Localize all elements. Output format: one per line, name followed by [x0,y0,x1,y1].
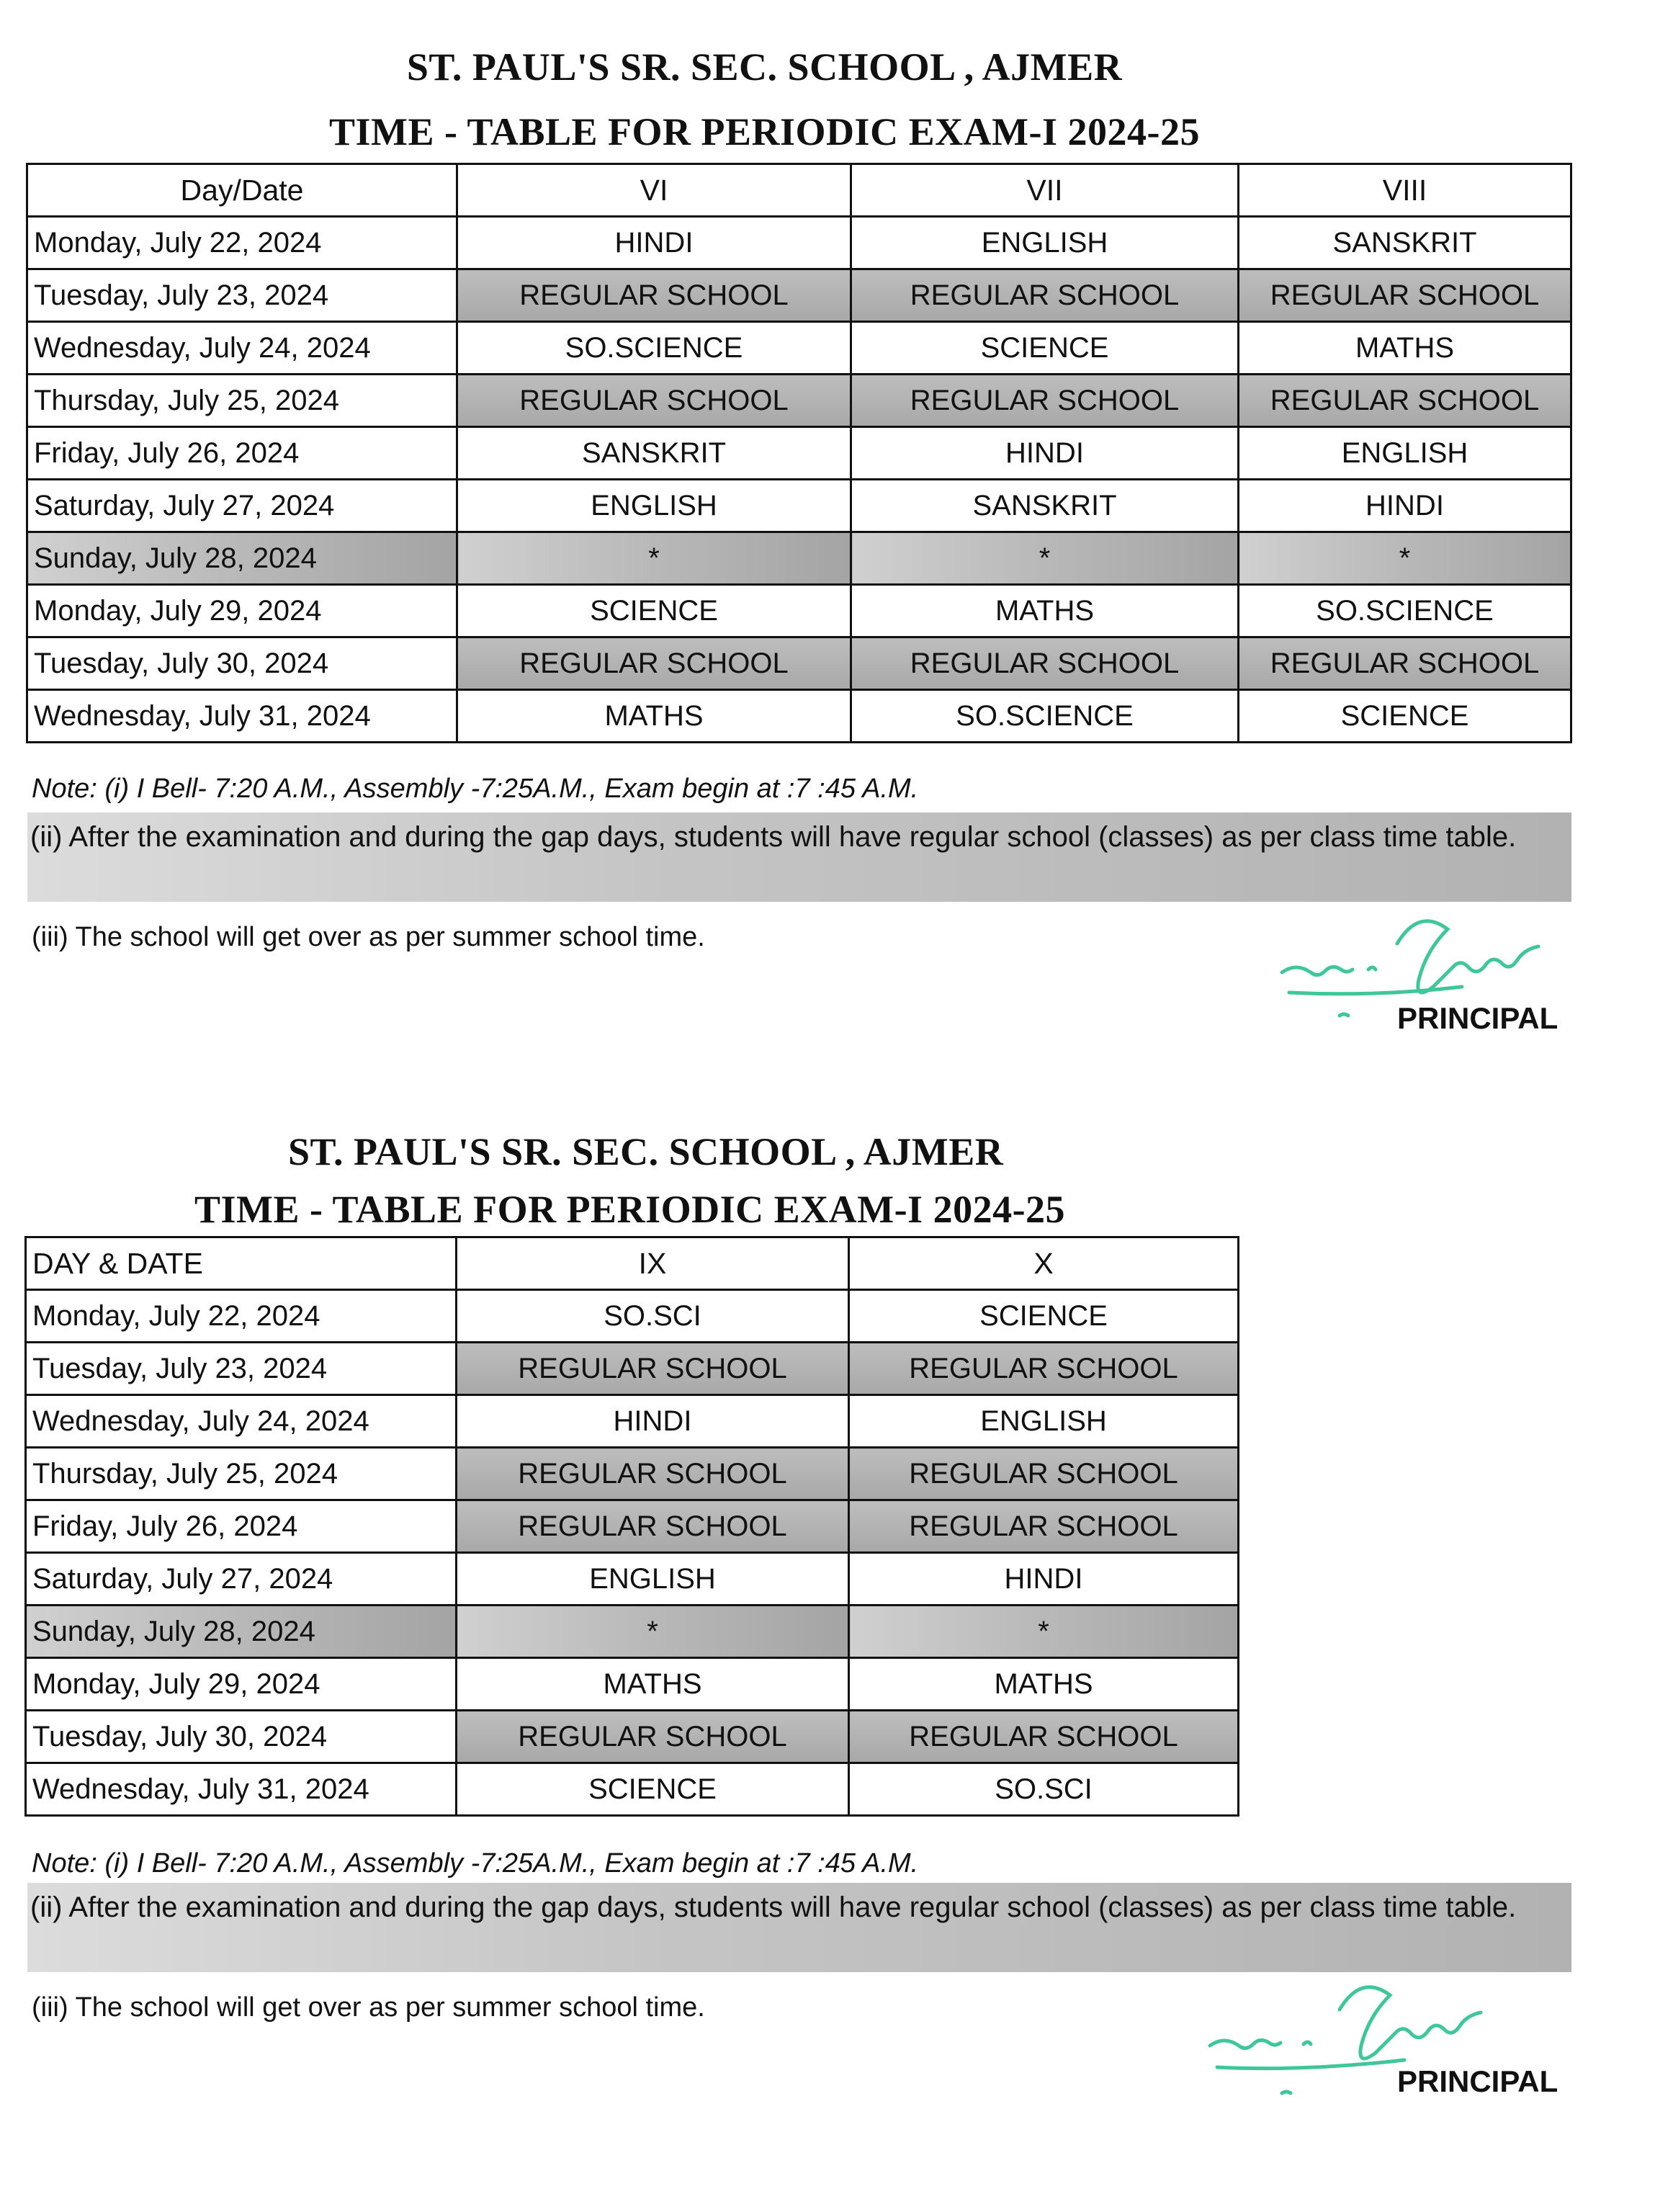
table-row [27,690,1571,743]
table-row [27,427,1571,480]
day-cell: Saturday, July 27, 2024 [26,1553,457,1606]
subject-cell: SCIENCE [851,322,1239,375]
day-cell: Wednesday, July 31, 2024 [27,690,457,743]
subject-cell: HINDI [849,1553,1239,1606]
header-day-date: Day/Date [27,164,457,217]
subject-cell: HINDI [457,217,851,269]
school-name-title: ST. PAUL'S SR. SEC. SCHOOL , AJMER [288,1130,1004,1173]
day-cell: Tuesday, July 23, 2024 [26,1343,457,1395]
subject-cell: MATHS [849,1658,1239,1711]
table-row [27,375,1571,427]
subject-cell: SO.SCIENCE [1239,585,1571,637]
subject-cell: REGULAR SCHOOL [457,269,851,322]
note-school-time: (iii) The school will get over as per summer school time. [32,922,705,952]
header-class-vi: VI [457,164,851,217]
subject-cell: * [1239,532,1571,585]
timetable-title: TIME - TABLE FOR PERIODIC EXAM-I 2024-25 [328,110,1201,153]
day-cell: Tuesday, July 23, 2024 [27,269,457,322]
subject-cell: REGULAR SCHOOL [457,1448,849,1500]
note-timing-text: Note: (i) I Bell- 7:20 A.M., Assembly -7:25A.M., Exam begin at :7 :45 A.M. [32,1848,919,1879]
timetable-classes-6-8 [26,163,1572,743]
day-cell: Monday, July 29, 2024 [27,585,457,637]
subject-cell: MATHS [457,1658,849,1711]
subject-cell: REGULAR SCHOOL [457,1500,849,1553]
subject-cell: SO.SCIENCE [457,322,851,375]
subject-cell: SANSKRIT [1239,217,1571,269]
subject-cell: HINDI [851,427,1239,480]
note-gap-days: (ii) After the examination and during the gap days, students will have regular school (classes) as per class time table. [27,1883,1571,1972]
day-cell: Friday, July 26, 2024 [26,1500,457,1553]
note-gap-days: (ii) After the examination and during the gap days, students will have regular school (classes) as per class time table. [27,812,1571,902]
subject-cell: * [457,532,851,585]
principal-label: PRINCIPAL [1397,1001,1558,1035]
subject-cell: REGULAR SCHOOL [849,1343,1239,1395]
table-row [26,1290,1239,1343]
subject-cell: ENGLISH [457,1553,849,1606]
principal-label: PRINCIPAL [1397,2064,1558,2098]
subject-cell: HINDI [457,1395,849,1448]
subject-cell: SO.SCI [457,1290,849,1343]
table-row [26,1395,1239,1448]
table-row [26,1553,1239,1606]
subject-cell: REGULAR SCHOOL [1239,637,1571,690]
table-header-row [27,164,1571,217]
subject-cell: REGULAR SCHOOL [851,269,1239,322]
day-cell: Friday, July 26, 2024 [27,427,457,480]
subject-cell: ENGLISH [1239,427,1571,480]
subject-cell: * [849,1606,1239,1658]
subject-cell: REGULAR SCHOOL [457,637,851,690]
subject-cell: REGULAR SCHOOL [457,375,851,427]
header-class-vii: VII [851,164,1239,217]
day-cell: Tuesday, July 30, 2024 [26,1711,457,1763]
note-timing-text: Note: (i) I Bell- 7:20 A.M., Assembly -7:25A.M., Exam begin at :7 :45 A.M. [32,774,919,804]
table-row [26,1763,1239,1816]
day-cell: Thursday, July 25, 2024 [26,1448,457,1500]
table-row [26,1343,1239,1395]
table-row [27,217,1571,269]
subject-cell: REGULAR SCHOOL [851,637,1239,690]
timetable-title: TIME - TABLE FOR PERIODIC EXAM-I 2024-25 [194,1188,1066,1231]
table-row [26,1500,1239,1553]
day-cell: Wednesday, July 31, 2024 [26,1763,457,1816]
subject-cell: SANSKRIT [457,427,851,480]
subject-cell: MATHS [457,690,851,743]
note-timing [32,774,918,805]
subject-cell: REGULAR SCHOOL [457,1711,849,1763]
table-row [27,480,1571,532]
table-row [26,1658,1239,1711]
header-day-date: DAY & DATE [26,1237,457,1290]
day-cell: Monday, July 29, 2024 [26,1658,457,1711]
subject-cell: REGULAR SCHOOL [849,1500,1239,1553]
day-cell: Sunday, July 28, 2024 [27,532,457,585]
day-cell: Wednesday, July 24, 2024 [27,322,457,375]
subject-cell: REGULAR SCHOOL [1239,375,1571,427]
table-header-row [26,1237,1239,1290]
table-row [27,322,1571,375]
subject-cell: HINDI [1239,480,1571,532]
subject-cell: SCIENCE [457,1763,849,1816]
table-row [27,269,1571,322]
table-row [26,1711,1239,1763]
subject-cell: SO.SCIENCE [851,690,1239,743]
day-cell: Tuesday, July 30, 2024 [27,637,457,690]
day-cell: Thursday, July 25, 2024 [27,375,457,427]
subject-cell: ENGLISH [851,217,1239,269]
subject-cell: REGULAR SCHOOL [1239,269,1571,322]
note-school-time: (iii) The school will get over as per summer school time. [32,1992,705,2023]
subject-cell: SCIENCE [457,585,851,637]
subject-cell: SCIENCE [849,1290,1239,1343]
day-cell: Monday, July 22, 2024 [26,1290,457,1343]
subject-cell: REGULAR SCHOOL [457,1343,849,1395]
subject-cell: REGULAR SCHOOL [849,1711,1239,1763]
header-class-ix: IX [457,1237,849,1290]
subject-cell: * [457,1606,849,1658]
school-name-title: ST. PAUL'S SR. SEC. SCHOOL , AJMER [406,45,1123,89]
header-class-x: X [849,1237,1239,1290]
table-row [27,532,1571,585]
table-row [26,1606,1239,1658]
subject-cell: SO.SCI [849,1763,1239,1816]
table-row [26,1448,1239,1500]
header-class-viii: VIII [1239,164,1571,217]
subject-cell: SCIENCE [1239,690,1571,743]
subject-cell: REGULAR SCHOOL [851,375,1239,427]
subject-cell: ENGLISH [849,1395,1239,1448]
day-cell: Monday, July 22, 2024 [27,217,457,269]
subject-cell: MATHS [1239,322,1571,375]
subject-cell: ENGLISH [457,480,851,532]
table-row [27,585,1571,637]
day-cell: Wednesday, July 24, 2024 [26,1395,457,1448]
day-cell: Sunday, July 28, 2024 [26,1606,457,1658]
note-timing [32,1848,918,1879]
subject-cell: * [851,532,1239,585]
day-cell: Saturday, July 27, 2024 [27,480,457,532]
timetable-classes-9-10 [24,1236,1239,1817]
subject-cell: MATHS [851,585,1239,637]
table-row [27,637,1571,690]
subject-cell: SANSKRIT [851,480,1239,532]
subject-cell: REGULAR SCHOOL [849,1448,1239,1500]
